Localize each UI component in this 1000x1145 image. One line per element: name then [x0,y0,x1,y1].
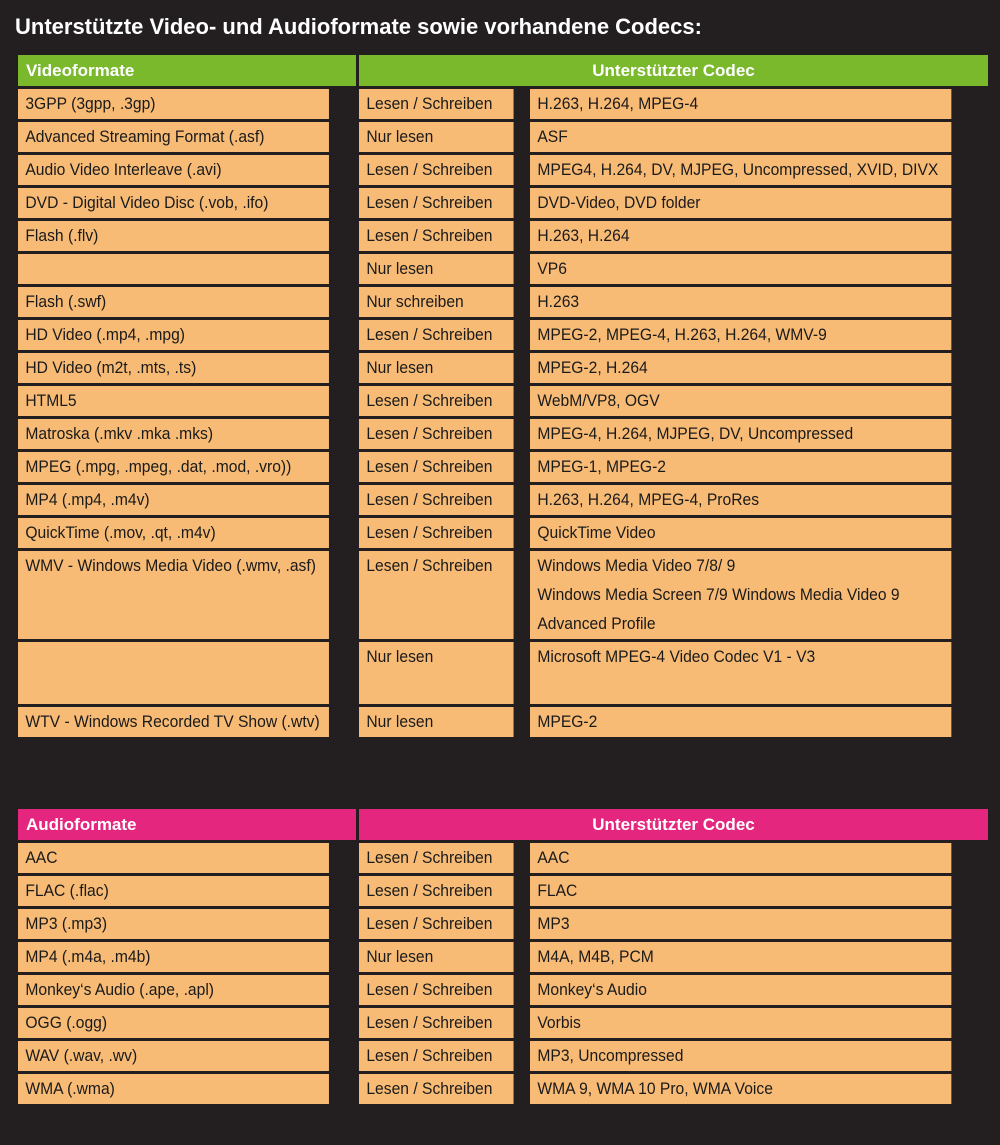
codec-cell [530,518,951,548]
mode-cell [359,122,514,152]
access-mode: Nur lesen [366,259,434,278]
access-mode: Nur lesen [366,127,434,146]
access-mode: Lesen / Schreiben [366,1079,493,1098]
format-name: OGG (.ogg) [25,1013,108,1032]
access-mode: Lesen / Schreiben [366,193,493,212]
mode-cell [359,419,514,449]
format-name: WTV - Windows Recorded TV Show (.wtv) [25,712,320,731]
video-table-row [18,320,988,350]
audio-table-row [18,1008,988,1038]
format-cell [18,909,329,939]
codec-cell [530,188,951,218]
codec-text: Windows Media Screen 7/9 Windows Media Video 9 [537,585,900,604]
codec-text: MPEG4, H.264, DV, MJPEG, Uncompressed, XVID, DIVX [537,160,939,179]
audio-table-row [18,909,988,939]
video-formats-header: Videoformate [18,55,356,86]
access-mode: Nur lesen [366,712,434,731]
format-name: MPEG (.mpg, .mpeg, .dat, .mod, .vro)) [25,457,292,476]
mode-cell [359,1041,514,1071]
format-name: MP4 (.mp4, .m4v) [25,490,150,509]
format-cell [18,975,329,1005]
access-mode: Lesen / Schreiben [366,490,493,509]
access-mode: Lesen / Schreiben [366,1046,493,1065]
mode-cell [359,1008,514,1038]
format-cell [18,843,329,873]
access-mode: Nur lesen [366,947,434,966]
mode-cell [359,452,514,482]
access-mode: Lesen / Schreiben [366,391,493,410]
mode-cell [359,188,514,218]
codec-cell [530,1041,951,1071]
format-cell [18,1041,329,1071]
codec-cell [530,843,951,873]
audio-table-row [18,942,988,972]
mode-cell [359,975,514,1005]
codec-text: AAC [537,848,570,867]
video-table-row [18,386,988,416]
codec-text: MPEG-2 [537,712,598,731]
access-mode: Lesen / Schreiben [366,1013,493,1032]
format-name: WMA (.wma) [25,1079,115,1098]
format-name: AAC [25,848,58,867]
format-cell [18,155,329,185]
format-cell [18,1008,329,1038]
access-mode: Lesen / Schreiben [366,325,493,344]
format-cell [18,221,329,251]
format-cell [18,1074,329,1104]
mode-cell [359,551,514,639]
mode-cell [359,942,514,972]
codec-cell [530,419,951,449]
format-name: MP3 (.mp3) [25,914,108,933]
video-table-row [18,353,988,383]
format-cell [18,707,329,737]
access-mode: Lesen / Schreiben [366,914,493,933]
video-rows [18,89,988,737]
video-table-row [18,254,988,284]
mode-cell [359,1074,514,1104]
access-mode: Lesen / Schreiben [366,226,493,245]
format-name: WAV (.wav, .wv) [25,1046,138,1065]
mode-cell [359,353,514,383]
codec-text: M4A, M4B, PCM [537,947,654,966]
codec-cell [530,485,951,515]
video-header-row [18,55,988,86]
codec-text: H.263, H.264, MPEG-4, ProRes [537,490,760,509]
audio-formats-table [15,806,991,1107]
codec-text: MPEG-2, MPEG-4, H.263, H.264, WMV-9 [537,325,827,344]
codec-text: MP3 [537,914,570,933]
format-name: QuickTime (.mov, .qt, .m4v) [25,523,216,542]
codec-cell [530,287,951,317]
format-cell [18,386,329,416]
codec-cell [530,642,951,704]
format-name: Monkey‘s Audio (.ape, .apl) [25,980,215,999]
audio-table-row [18,975,988,1005]
audio-table-row [18,1074,988,1104]
format-cell [18,188,329,218]
access-mode: Lesen / Schreiben [366,457,493,476]
codec-cell [530,707,951,737]
codec-text: H.263 [537,292,580,311]
codec-text: WebM/VP8, OGV [537,391,660,410]
codec-cell [530,909,951,939]
format-cell [18,353,329,383]
codec-cell [530,1008,951,1038]
access-mode: Lesen / Schreiben [366,881,493,900]
video-table-row [18,551,988,639]
page-title: Unterstützte Video- und Audioformate sowie vorhandene Codecs: [15,14,702,39]
mode-cell [359,254,514,284]
format-name: HTML5 [25,391,77,410]
video-table-row [18,518,988,548]
format-cell [18,419,329,449]
format-cell [18,287,329,317]
audio-rows [18,843,988,1104]
mode-cell [359,386,514,416]
format-name: HD Video (.mp4, .mpg) [25,325,186,344]
codec-cell [530,221,951,251]
codec-text: Advanced Profile [537,614,656,633]
audio-codec-header: Unterstützter Codec [359,809,988,840]
audio-table-row [18,843,988,873]
access-mode: Lesen / Schreiben [366,523,493,542]
format-name: 3GPP (3gpp, .3gp) [25,94,156,113]
codec-cell [530,452,951,482]
format-name: Matroska (.mkv .mka .mks) [25,424,214,443]
format-name: WMV - Windows Media Video (.wmv, .asf) [25,556,316,575]
codec-cell [530,386,951,416]
mode-cell [359,320,514,350]
video-table-row [18,485,988,515]
video-table-row [18,221,988,251]
codec-cell [530,254,951,284]
format-cell [18,254,329,284]
format-name: DVD - Digital Video Disc (.vob, .ifo) [25,193,269,212]
codec-cell [530,1074,951,1104]
mode-cell [359,642,514,704]
format-cell [18,122,329,152]
audio-table-row [18,876,988,906]
codec-text: QuickTime Video [537,523,656,542]
video-table-row [18,155,988,185]
codec-text: MPEG-1, MPEG-2 [537,457,666,476]
codec-text: H.263, H.264 [537,226,630,245]
format-name: Advanced Streaming Format (.asf) [25,127,265,146]
audio-formats-header: Audioformate [18,809,356,840]
codec-cell [530,551,951,639]
format-name: MP4 (.m4a, .m4b) [25,947,151,966]
video-table-row [18,707,988,737]
video-formats-table [15,52,991,740]
mode-cell [359,909,514,939]
codec-text: WMA 9, WMA 10 Pro, WMA Voice [537,1079,773,1098]
access-mode: Nur schreiben [366,292,464,311]
mode-cell [359,89,514,119]
video-table-row [18,122,988,152]
format-cell [18,89,329,119]
video-table-row [18,452,988,482]
codec-text: MP3, Uncompressed [537,1046,684,1065]
access-mode: Lesen / Schreiben [366,980,493,999]
format-cell [18,452,329,482]
mode-cell [359,221,514,251]
codec-text: Vorbis [537,1013,581,1032]
codec-cell [530,876,951,906]
codec-text: Microsoft MPEG-4 Video Codec V1 - V3 [537,647,816,666]
video-table-row [18,287,988,317]
access-mode: Nur lesen [366,358,434,377]
format-cell [18,485,329,515]
codec-text: VP6 [537,259,567,278]
video-table-row [18,642,988,704]
video-table-row [18,419,988,449]
codec-cell [530,122,951,152]
codec-text: MPEG-4, H.264, MJPEG, DV, Uncompressed [537,424,854,443]
codec-text: FLAC [537,881,578,900]
mode-cell [359,707,514,737]
format-name: HD Video (m2t, .mts, .ts) [25,358,197,377]
video-codec-header: Unterstützter Codec [359,55,988,86]
video-table-row [18,89,988,119]
mode-cell [359,155,514,185]
codec-text: DVD-Video, DVD folder [537,193,701,212]
format-name: Flash (.swf) [25,292,107,311]
video-table-row [18,188,988,218]
mode-cell [359,485,514,515]
codec-text: H.263, H.264, MPEG-4 [537,94,699,113]
format-cell [18,518,329,548]
codec-text: ASF [537,127,568,146]
access-mode: Nur lesen [366,647,434,666]
codec-cell [530,975,951,1005]
format-cell [18,320,329,350]
mode-cell [359,287,514,317]
codec-text: Monkey‘s Audio [537,980,647,999]
format-cell [18,551,329,639]
codec-text: MPEG-2, H.264 [537,358,648,377]
format-name: Flash (.flv) [25,226,99,245]
access-mode: Lesen / Schreiben [366,424,493,443]
format-cell [18,642,329,704]
codec-cell [530,320,951,350]
audio-table-row [18,1041,988,1071]
codec-cell [530,155,951,185]
format-name: FLAC (.flac) [25,881,109,900]
format-cell [18,876,329,906]
access-mode: Lesen / Schreiben [366,160,493,179]
mode-cell [359,876,514,906]
access-mode: Lesen / Schreiben [366,94,493,113]
format-cell [18,942,329,972]
codec-cell [530,89,951,119]
codec-cell [530,353,951,383]
access-mode: Lesen / Schreiben [366,556,493,575]
audio-header-row [18,809,988,840]
mode-cell [359,843,514,873]
mode-cell [359,518,514,548]
format-name: Audio Video Interleave (.avi) [25,160,222,179]
codec-cell [530,942,951,972]
codec-text: Windows Media Video 7/8/ 9 [537,556,736,575]
access-mode: Lesen / Schreiben [366,848,493,867]
